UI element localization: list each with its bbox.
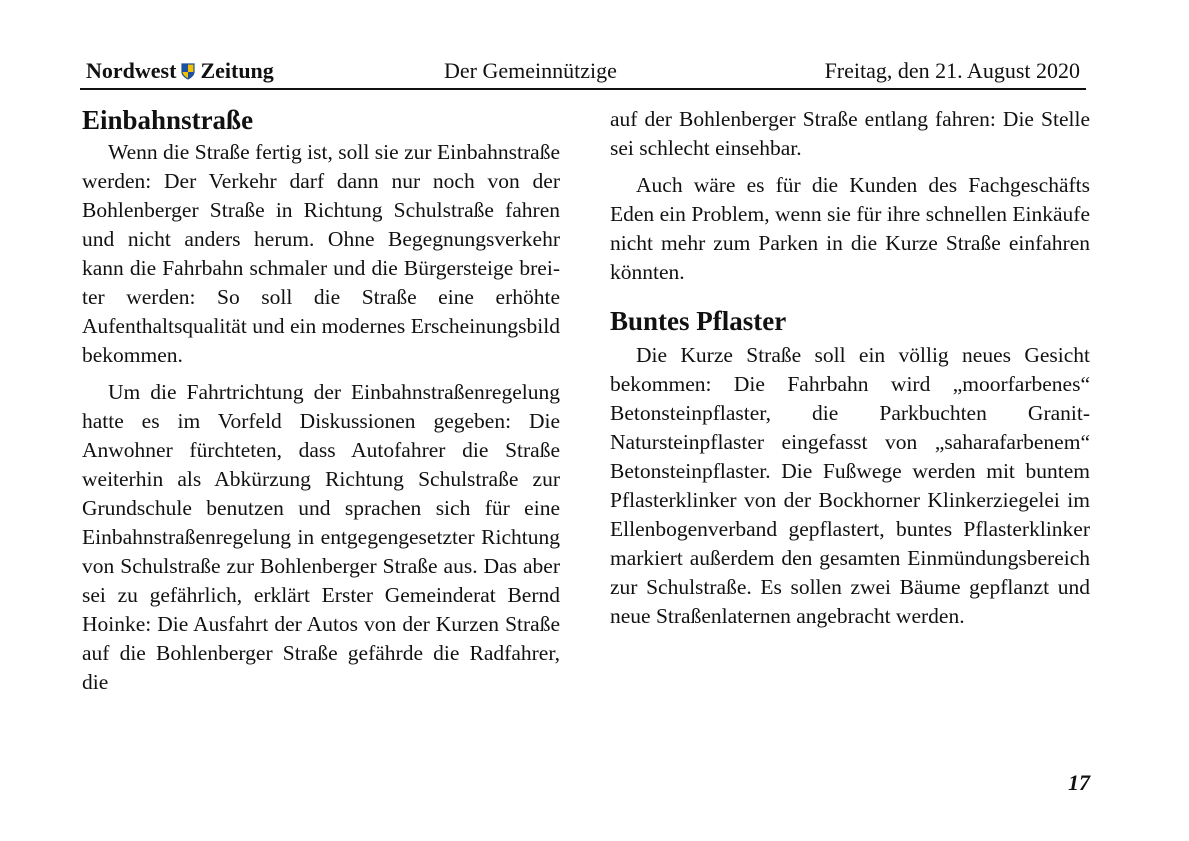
publication-title: Der Gemeinnützige	[444, 58, 617, 83]
section-heading-einbahnstrasse: Einbahnstraße	[82, 105, 254, 135]
article-paragraph: Auch wäre es für die Kunden des Fachgeschäfts Eden ein Problem, wenn sie für ihre schnellen Einkäufe nicht mehr zum Parken in die Kurze Straße einfahren könnten.	[610, 173, 1090, 284]
issue-date: Freitag, den 21. August 2020	[824, 58, 1080, 83]
right-column	[610, 105, 1090, 639]
article-paragraph: Wenn die Straße fertig ist, soll sie zur Einbahnstraße werden: Der Verkehr darf dann nur noch von der Bohlenberger Straße in Richtung Schulstraße fahren und nicht anders herum. Ohne Begegnungsverkehr kann die Fahrbahn schmaler und die Bürgersteige breiter werden: So soll die Straße eine erhöhte Aufenthaltsqualität und ein modernes Erscheinungsbild bekommen.	[82, 140, 560, 367]
coat-of-arms-icon	[181, 63, 195, 80]
brand-name-right: Zeitung	[200, 58, 274, 83]
section-heading-buntes-pflaster: Buntes Pflaster	[610, 306, 787, 336]
article-paragraph: Um die Fahrtrichtung der Einbahnstraßenregelung hatte es im Vorfeld Diskussionen gegeben: Die Anwohner fürchteten, dass Autofahrer die Straße weiterhin als Abkürzung Richtung Schulstraße zur Grundschule benutzen und sprachen sich für eine Einbahnstraßenregelung in entgegengesetzter Richtung von Schulstraße zur Bohlenberger Straße aus. Das aber sei zu gefährlich, erklärt Erster Gemeinderat Bernd Hoinke: Die Ausfahrt der Autos von der Kurzen Straße auf die Bohlenberger Straße gefährde die Radfahrer, die	[82, 380, 560, 694]
brand-name-left: Nordwest	[86, 58, 177, 83]
newspaper-brand	[86, 58, 274, 84]
page-header	[80, 58, 1086, 90]
article-paragraph-continued: auf der Bohlenberger Straße entlang fahren: Die Stelle sei schlecht einsehbar.	[610, 107, 1090, 160]
left-column	[82, 102, 560, 705]
article-paragraph: Die Kurze Straße soll ein völlig neues Gesicht bekommen: Die Fahrbahn wird „moorfarbenes“ Betonsteinpflaster, die Parkbuchten Granit-Natursteinpflaster eingefasst von „saharafarbenem“ Betonsteinpflaster. Die Fußwege werden mit buntem Pflasterklinker von der Bockhorner Klinkerziegelei im Ellenbogenverband gepflastert, buntes Pflasterklinker markiert außerdem den gesamten Einmündungsbereich zur Schulstraße. Es sollen zwei Bäume gepflanzt und neue Straßenlaternen angebracht werden.	[610, 343, 1090, 628]
page-number: 17	[1068, 770, 1090, 795]
